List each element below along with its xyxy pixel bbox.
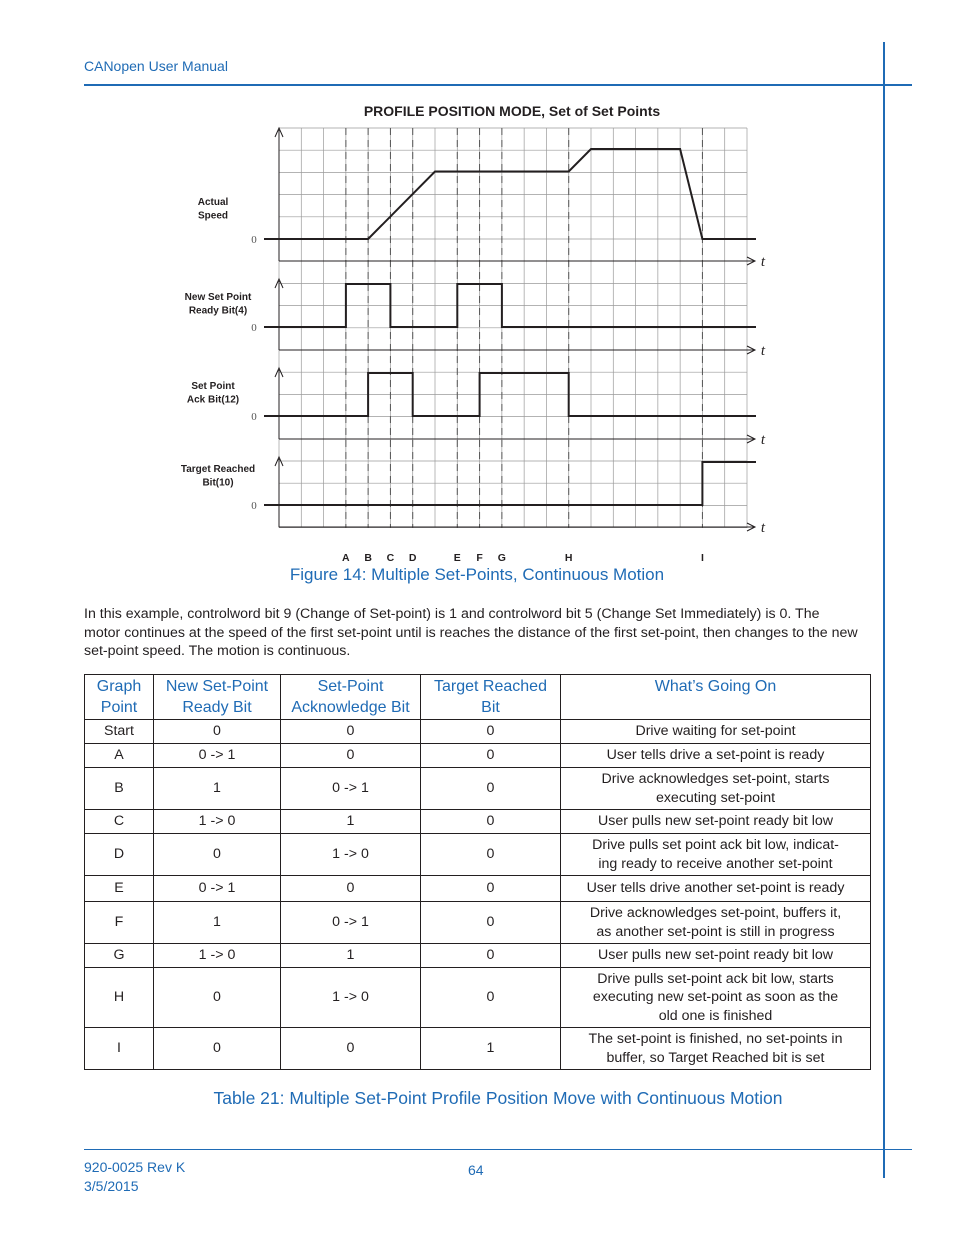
table-cell: 0 [421, 810, 561, 834]
cell-line: executing set-point [655, 789, 776, 806]
cell-line: Drive acknowledges set-point, starts [601, 771, 830, 787]
table-cell: B [85, 768, 154, 810]
event-label: G [497, 552, 506, 564]
table-cell: 0 [421, 902, 561, 944]
table-cell: 0 [421, 768, 561, 810]
event-label: F [476, 552, 483, 564]
cell-line: User pulls new set-point ready bit low [598, 813, 833, 830]
table-cell: I [85, 1028, 154, 1070]
table-cell: 1 -> 0 [154, 944, 281, 968]
series-label: Actual [197, 197, 229, 208]
table-cell: 0 [421, 876, 561, 902]
column-header-line: What’s Going On [654, 678, 777, 695]
table-caption: Table 21: Multiple Set-Point Profile Position Move with Continuous Motion [213, 1088, 783, 1108]
column-header-line: Ready Bit [182, 698, 252, 716]
table-cell: D [85, 834, 154, 876]
table-row [85, 1028, 871, 1070]
table-row [85, 744, 871, 768]
table-cell: 0 [281, 744, 421, 768]
column-header [154, 675, 281, 720]
timing-diagram [0, 0, 954, 570]
column-header-line: Set-Point [317, 678, 384, 695]
series-label: Speed [197, 210, 229, 222]
column-header [561, 675, 871, 720]
column-header [85, 675, 154, 720]
zero-label: 0 [251, 500, 257, 512]
page-number: 64 [468, 1162, 484, 1178]
cell-line: User tells drive another set-point is ready [586, 880, 845, 897]
zero-label: 0 [251, 411, 257, 423]
table-row [85, 810, 871, 834]
time-axis-label: t [760, 343, 766, 359]
cell-line: as another set-point is still in progress [596, 923, 835, 940]
table-cell: 0 [154, 834, 281, 876]
table-cell: 1 [421, 1028, 561, 1070]
series-label: Set Point [191, 381, 235, 392]
series-label: Ready Bit(4) [188, 305, 248, 317]
zero-label: 0 [251, 322, 257, 334]
table-cell: 0 -> 1 [281, 902, 421, 944]
table-cell: 0 [281, 720, 421, 744]
series-label: Target Reached [180, 464, 256, 475]
cell-line: buffer, so Target Reached bit is set [606, 1049, 825, 1066]
table-cell: H [85, 968, 154, 1028]
event-label: D [408, 552, 417, 564]
table-cell [561, 968, 871, 1028]
table-cell [561, 810, 871, 834]
zero-label: 0 [251, 234, 257, 246]
chart-title: PROFILE POSITION MODE, Set of Set Points [363, 103, 661, 119]
series-label: New Set Point [184, 292, 252, 303]
table-cell [561, 902, 871, 944]
table-cell: A [85, 744, 154, 768]
footer-doc-number: 920-0025 Rev K [84, 1159, 186, 1175]
table-cell [561, 944, 871, 968]
cell-line: ing ready to receive another set-point [598, 855, 833, 872]
table-row [85, 834, 871, 876]
table-cell [561, 876, 871, 902]
body-paragraph: In this example, controlword bit 9 (Change of Set-point) is 1 and controlword bit 5 (Change Set Immediately) is 0. The motor continues at the speed of the first set-point until is reaches the distance of the first set-point, then changes to the new set-point speed. The motion is continuous. [84, 606, 858, 659]
column-header-line: Acknowledge Bit [291, 698, 410, 716]
table-row [85, 902, 871, 944]
table-cell: C [85, 810, 154, 834]
event-label: A [342, 552, 350, 564]
cell-line: Drive waiting for set-point [635, 723, 796, 740]
table-cell: 0 -> 1 [154, 876, 281, 902]
series-label: Ack Bit(12) [186, 394, 240, 406]
signal-trace [264, 149, 756, 239]
table-cell: 0 [154, 1028, 281, 1070]
table-cell: 0 [154, 968, 281, 1028]
table-row [85, 768, 871, 810]
table-cell: 0 [421, 834, 561, 876]
time-axis-label: t [760, 432, 766, 448]
event-label: I [700, 552, 704, 564]
table-cell: 0 [281, 1028, 421, 1070]
cell-line: User tells drive a set-point is ready [606, 747, 825, 764]
table-row [85, 944, 871, 968]
table-cell: E [85, 876, 154, 902]
column-header-line: New Set-Point [165, 678, 269, 695]
table-cell: Start [85, 720, 154, 744]
table-cell: G [85, 944, 154, 968]
event-label: B [364, 552, 372, 564]
table-row [85, 876, 871, 902]
cell-line: Drive pulls set-point ack bit low, starts [597, 970, 834, 987]
cell-line: The set-point is finished, no set-points in [588, 1031, 843, 1047]
event-label: H [564, 552, 573, 564]
footer-date: 3/5/2015 [84, 1178, 139, 1194]
table-cell: 1 [154, 768, 281, 810]
series-label: Bit(10) [202, 477, 234, 489]
table-cell: 0 -> 1 [281, 768, 421, 810]
table-cell: 0 [421, 744, 561, 768]
table-cell: 1 -> 0 [281, 968, 421, 1028]
time-axis-label: t [760, 520, 766, 536]
footer-rule [84, 1149, 912, 1150]
table-cell: 1 [281, 810, 421, 834]
column-header-line: Graph [96, 678, 142, 695]
table-cell: 1 -> 0 [154, 810, 281, 834]
table-cell: F [85, 902, 154, 944]
column-header-line: Bit [481, 698, 500, 716]
column-header [421, 675, 561, 720]
table-cell: 0 [154, 720, 281, 744]
cell-line: Drive acknowledges set-point, buffers it, [589, 905, 842, 921]
table-cell: 0 [281, 876, 421, 902]
table-cell: 0 [421, 944, 561, 968]
cell-line: executing new set-point as soon as the [592, 989, 839, 1006]
running-header: CANopen User Manual [84, 58, 228, 74]
figure-caption: Figure 14: Multiple Set-Points, Continuous Motion [289, 565, 665, 584]
table-cell: 1 [154, 902, 281, 944]
table-cell [561, 768, 871, 810]
column-header [281, 675, 421, 720]
cell-line: old one is finished [658, 1007, 773, 1024]
column-header-line: Point [100, 698, 138, 716]
table-cell: 0 [421, 968, 561, 1028]
table-cell: 1 -> 0 [281, 834, 421, 876]
table-cell [561, 834, 871, 876]
table-row [85, 968, 871, 1028]
table-cell [561, 744, 871, 768]
table-row [85, 720, 871, 744]
table-header-row [85, 675, 871, 720]
time-axis-label: t [760, 254, 766, 270]
event-label: E [453, 552, 461, 564]
event-label: C [386, 552, 395, 564]
column-header-line: Target Reached [434, 678, 547, 695]
set-point-table [84, 674, 871, 1070]
table-cell [561, 1028, 871, 1070]
table-cell [561, 720, 871, 744]
table-cell: 0 -> 1 [154, 744, 281, 768]
table-cell: 0 [421, 720, 561, 744]
table-cell: 1 [281, 944, 421, 968]
cell-line: Drive pulls set point ack bit low, indicat- [592, 837, 839, 853]
cell-line: User pulls new set-point ready bit low [598, 947, 833, 964]
